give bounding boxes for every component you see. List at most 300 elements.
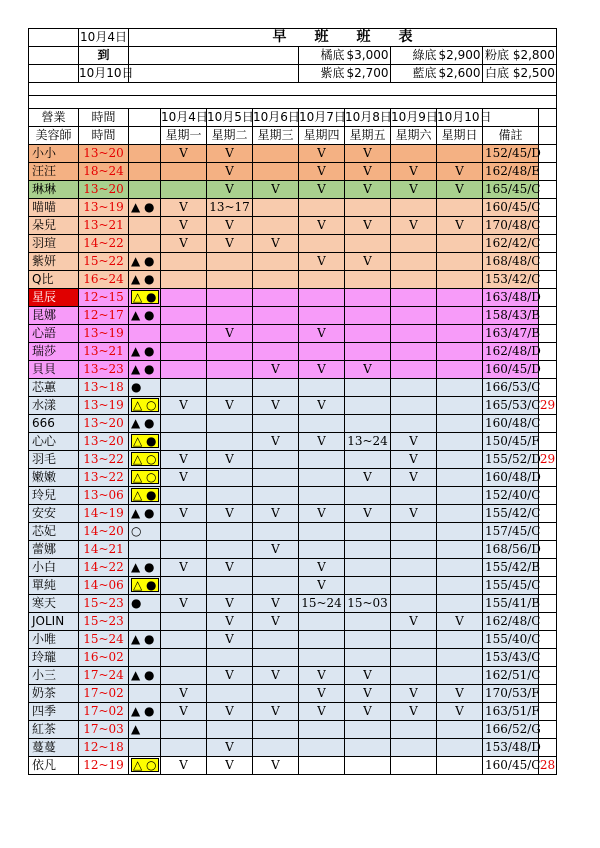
day-cell: V	[161, 469, 207, 487]
day-cell: V	[253, 667, 299, 685]
day-cell	[207, 271, 253, 289]
day-cell: V	[345, 163, 391, 181]
day-cell: V	[345, 361, 391, 379]
note-cell: 155/41/B	[483, 595, 539, 613]
extra-cell	[539, 307, 557, 325]
extra-cell	[539, 235, 557, 253]
staff-name: 貝貝	[29, 361, 79, 379]
day-cell	[299, 469, 345, 487]
day-cell: V	[253, 235, 299, 253]
staff-row	[29, 343, 557, 361]
shift-time: 17~02	[79, 685, 129, 703]
day-cell	[391, 541, 437, 559]
day-cell: V	[253, 361, 299, 379]
marks	[129, 703, 161, 721]
marks	[129, 667, 161, 685]
marks	[129, 325, 161, 343]
day-cell	[345, 271, 391, 289]
marks	[129, 649, 161, 667]
day-cell	[437, 145, 483, 163]
day-cell	[437, 577, 483, 595]
day-cell: V	[253, 757, 299, 775]
marks	[129, 523, 161, 541]
extra-cell	[539, 469, 557, 487]
day-cell: V	[299, 559, 345, 577]
extra-cell	[539, 649, 557, 667]
date-end: 10月10日	[79, 65, 129, 83]
note-cell: 165/45/C	[483, 181, 539, 199]
staff-name: 羽瑄	[29, 235, 79, 253]
note-cell: 152/45/D	[483, 145, 539, 163]
day-cell	[437, 235, 483, 253]
shift-time: 17~03	[79, 721, 129, 739]
day-cell: V	[299, 325, 345, 343]
day-cell	[391, 649, 437, 667]
day-cell	[345, 397, 391, 415]
staff-row	[29, 649, 557, 667]
shift-time: 17~24	[79, 667, 129, 685]
day-cell	[207, 469, 253, 487]
day-cell	[253, 253, 299, 271]
staff-name: 蕾娜	[29, 541, 79, 559]
day-cell: V	[391, 433, 437, 451]
staff-row	[29, 721, 557, 739]
day-cell: V	[299, 163, 345, 181]
day-cell: V	[437, 685, 483, 703]
note-cell: 153/48/D	[483, 739, 539, 757]
price-pink: 粉底 $2,800	[483, 47, 557, 65]
day-cell: V	[207, 667, 253, 685]
day-cell	[299, 343, 345, 361]
staff-name: 紅茶	[29, 721, 79, 739]
note-cell: 157/45/C	[483, 523, 539, 541]
day-cell: V	[207, 559, 253, 577]
day-cell	[345, 307, 391, 325]
day-cell	[437, 199, 483, 217]
mark-symbols: ▲ ●	[131, 560, 155, 574]
day-cell: V	[207, 163, 253, 181]
day-cell	[207, 577, 253, 595]
day-cell	[299, 289, 345, 307]
marks	[129, 757, 161, 775]
day-cell	[161, 271, 207, 289]
day-cell: V	[161, 199, 207, 217]
staff-name: 昆娜	[29, 307, 79, 325]
day-cell: V	[253, 595, 299, 613]
extra-cell	[539, 487, 557, 505]
mark-symbols: ▲	[131, 722, 141, 736]
day-cell	[345, 649, 391, 667]
day-cell	[161, 307, 207, 325]
day-cell: V	[437, 613, 483, 631]
day-cell: V	[299, 253, 345, 271]
mark-symbols: ●	[131, 596, 142, 610]
staff-name: 小白	[29, 559, 79, 577]
staff-row	[29, 307, 557, 325]
day-cell	[437, 469, 483, 487]
note-cell: 165/53/C	[483, 397, 539, 415]
staff-row	[29, 325, 557, 343]
staff-row	[29, 595, 557, 613]
shift-time: 14~22	[79, 559, 129, 577]
day-cell	[299, 739, 345, 757]
header-row-2	[29, 47, 557, 65]
day-cell	[161, 379, 207, 397]
staff-row	[29, 451, 557, 469]
day-cell: V	[391, 451, 437, 469]
day-cell: V	[299, 181, 345, 199]
marks	[129, 235, 161, 253]
day-cell	[299, 307, 345, 325]
day-cell	[161, 523, 207, 541]
day-cell	[345, 451, 391, 469]
staff-name: 蔓蔓	[29, 739, 79, 757]
day-cell	[437, 433, 483, 451]
mark-symbols: ▲ ●	[131, 632, 155, 646]
mark-symbols: △ ○	[133, 452, 157, 466]
marks	[129, 361, 161, 379]
day-cell: V	[207, 217, 253, 235]
shift-time: 15~23	[79, 613, 129, 631]
note-cell: 162/48/C	[483, 613, 539, 631]
day-cell	[345, 415, 391, 433]
staff-name: 羽毛	[29, 451, 79, 469]
header-row-1	[29, 29, 557, 47]
day-cell	[391, 721, 437, 739]
day-cell	[253, 451, 299, 469]
day-cell	[437, 325, 483, 343]
staff-name: 單純	[29, 577, 79, 595]
day-cell	[207, 523, 253, 541]
day-cell	[437, 559, 483, 577]
extra-cell	[539, 289, 557, 307]
day-cell: V	[253, 541, 299, 559]
day-cell: V	[207, 397, 253, 415]
day-cell	[391, 757, 437, 775]
price-blue: $2,600	[437, 65, 483, 83]
shift-time: 14~19	[79, 505, 129, 523]
mark-symbols: ▲ ●	[131, 254, 155, 268]
day-cell: V	[161, 685, 207, 703]
day-cell: V	[161, 217, 207, 235]
shift-time: 15~24	[79, 631, 129, 649]
note-cell: 158/43/B	[483, 307, 539, 325]
mark-symbols: ▲ ●	[131, 344, 155, 358]
extra-cell	[539, 145, 557, 163]
marks	[129, 343, 161, 361]
note-cell: 160/45/C	[483, 757, 539, 775]
staff-row	[29, 559, 557, 577]
day-cell: V	[161, 505, 207, 523]
day-cell: V	[207, 505, 253, 523]
mark-symbols: ○	[131, 524, 142, 538]
staff-row	[29, 253, 557, 271]
staff-row	[29, 289, 557, 307]
shift-time: 16~02	[79, 649, 129, 667]
day-cell: V	[345, 685, 391, 703]
day-cell	[345, 541, 391, 559]
day-cell	[345, 721, 391, 739]
day-cell	[161, 325, 207, 343]
staff-row	[29, 523, 557, 541]
shift-time: 14~06	[79, 577, 129, 595]
staff-row	[29, 415, 557, 433]
staff-row	[29, 757, 557, 775]
day-cell	[161, 181, 207, 199]
day-cell	[207, 541, 253, 559]
day-cell	[437, 487, 483, 505]
price-white: 白底 $2,500	[483, 65, 557, 83]
day-cell: V	[437, 217, 483, 235]
extra-cell	[539, 181, 557, 199]
staff-name: 琳琳	[29, 181, 79, 199]
day-cell	[299, 487, 345, 505]
marks	[129, 397, 161, 415]
staff-name: 芯蕙	[29, 379, 79, 397]
note-cell: 170/53/F	[483, 685, 539, 703]
mark-symbols: △ ○	[133, 758, 157, 772]
day-cell: V	[161, 559, 207, 577]
day-cell	[253, 343, 299, 361]
extra-cell	[539, 685, 557, 703]
day-cell: V	[253, 703, 299, 721]
day-cell: V	[161, 703, 207, 721]
note-cell: 155/52/D	[483, 451, 539, 469]
day-cell	[161, 343, 207, 361]
shift-time: 13~06	[79, 487, 129, 505]
staff-name: 芯妃	[29, 523, 79, 541]
price-label-blue: 藍底	[391, 65, 437, 83]
day-cell: V	[299, 217, 345, 235]
day-cell	[207, 343, 253, 361]
shift-time: 13~21	[79, 343, 129, 361]
schedule-sheet	[28, 28, 556, 775]
day-cell	[437, 379, 483, 397]
staff-name: 玲兒	[29, 487, 79, 505]
day-cell	[161, 487, 207, 505]
day-cell	[253, 271, 299, 289]
day-cell: V	[161, 757, 207, 775]
day-cell: 13~17	[207, 199, 253, 217]
day-cell	[161, 577, 207, 595]
day-cell: V	[345, 217, 391, 235]
mark-symbols: ▲ ●	[131, 704, 155, 718]
shift-time: 13~18	[79, 379, 129, 397]
day-cell	[391, 343, 437, 361]
day-cell: V	[299, 433, 345, 451]
staff-name: 依凡	[29, 757, 79, 775]
day-cell	[299, 541, 345, 559]
day-cell	[391, 199, 437, 217]
staff-row	[29, 271, 557, 289]
note-cell: 155/40/C	[483, 631, 539, 649]
day-cell	[345, 289, 391, 307]
day-cell	[299, 199, 345, 217]
day-cell: V	[207, 181, 253, 199]
shift-time: 13~23	[79, 361, 129, 379]
day-cell	[391, 145, 437, 163]
day-cell	[299, 235, 345, 253]
day-cell	[391, 307, 437, 325]
day-cell	[253, 145, 299, 163]
day-cell	[207, 361, 253, 379]
staff-name: 心語	[29, 325, 79, 343]
staff-name: 安安	[29, 505, 79, 523]
day-cell: V	[161, 595, 207, 613]
marks	[129, 199, 161, 217]
day-cell	[299, 523, 345, 541]
day-cell	[345, 757, 391, 775]
note-cell: 155/45/C	[483, 577, 539, 595]
extra-cell	[539, 253, 557, 271]
staff-name: 奶茶	[29, 685, 79, 703]
mark-symbols: ▲ ●	[131, 272, 155, 286]
marks	[129, 505, 161, 523]
note-cell: 155/42/C	[483, 505, 539, 523]
day-cell	[437, 505, 483, 523]
extra-cell	[539, 361, 557, 379]
day-cell	[391, 631, 437, 649]
day-cell: V	[207, 757, 253, 775]
mark-symbols: ●	[131, 380, 142, 394]
day-cell: 15~03	[345, 595, 391, 613]
staff-row	[29, 541, 557, 559]
marks	[129, 487, 161, 505]
day-cell: V	[161, 235, 207, 253]
mark-symbols: ▲ ●	[131, 308, 155, 322]
day-cell: V	[437, 163, 483, 181]
extra-cell	[539, 577, 557, 595]
note-cell: 163/47/B	[483, 325, 539, 343]
day-cell: V	[437, 181, 483, 199]
extra-cell	[539, 163, 557, 181]
day-cell	[161, 739, 207, 757]
shift-time: 16~24	[79, 271, 129, 289]
note-cell: 168/56/D	[483, 541, 539, 559]
schedule-table	[28, 28, 557, 775]
staff-row	[29, 145, 557, 163]
day-cell: V	[391, 217, 437, 235]
day-cell	[253, 163, 299, 181]
price-orange: $3,000	[345, 47, 391, 65]
day-cell	[437, 361, 483, 379]
day-cell: V	[345, 253, 391, 271]
day-cell: V	[253, 613, 299, 631]
day-cell: V	[299, 667, 345, 685]
note-cell: 153/42/C	[483, 271, 539, 289]
note-cell: 162/48/D	[483, 343, 539, 361]
day-cell	[437, 541, 483, 559]
extra-cell	[539, 739, 557, 757]
day-cell	[391, 739, 437, 757]
day-cell	[253, 289, 299, 307]
mark-symbols: △ ○	[133, 398, 157, 412]
note-cell: 166/53/C	[483, 379, 539, 397]
extra-cell	[539, 325, 557, 343]
day-cell	[299, 649, 345, 667]
marks	[129, 181, 161, 199]
marks	[129, 739, 161, 757]
mark-symbols: ▲ ●	[131, 506, 155, 520]
day-cell	[345, 487, 391, 505]
day-cell	[437, 271, 483, 289]
day-cell	[391, 271, 437, 289]
marks	[129, 541, 161, 559]
day-cell: V	[161, 451, 207, 469]
day-cell: V	[207, 703, 253, 721]
extra-cell	[539, 703, 557, 721]
day-cell: V	[391, 703, 437, 721]
staff-row	[29, 163, 557, 181]
page-title: 早 班 班 表	[129, 29, 557, 47]
day-cell: 13~24	[345, 433, 391, 451]
day-cell: V	[299, 397, 345, 415]
staff-row	[29, 505, 557, 523]
day-cell	[207, 289, 253, 307]
day-cell	[253, 577, 299, 595]
extra-cell: 29	[539, 451, 557, 469]
day-cell	[161, 667, 207, 685]
day-cell: V	[299, 703, 345, 721]
staff-name: 朵兒	[29, 217, 79, 235]
marks	[129, 721, 161, 739]
extra-cell	[539, 541, 557, 559]
day-cell	[437, 343, 483, 361]
marks	[129, 253, 161, 271]
day-cell	[437, 595, 483, 613]
day-cell	[437, 649, 483, 667]
mark-symbols: ▲ ●	[131, 362, 155, 376]
day-cell: V	[253, 505, 299, 523]
marks	[129, 217, 161, 235]
staff-row	[29, 217, 557, 235]
extra-cell	[539, 433, 557, 451]
day-cell	[207, 253, 253, 271]
staff-name: 喵喵	[29, 199, 79, 217]
day-cell	[391, 415, 437, 433]
marks	[129, 577, 161, 595]
spacer-row	[29, 83, 557, 96]
extra-cell	[539, 631, 557, 649]
marks	[129, 163, 161, 181]
shift-time: 13~19	[79, 199, 129, 217]
day-cell	[161, 253, 207, 271]
day-cell: V	[207, 595, 253, 613]
day-cell	[391, 235, 437, 253]
staff-name: 四季	[29, 703, 79, 721]
day-cell	[437, 523, 483, 541]
day-cell	[437, 631, 483, 649]
staff-row	[29, 685, 557, 703]
extra-cell	[539, 217, 557, 235]
day-cell	[253, 325, 299, 343]
day-cell	[391, 253, 437, 271]
marks	[129, 145, 161, 163]
staff-row	[29, 235, 557, 253]
day-cell	[299, 271, 345, 289]
staff-row	[29, 379, 557, 397]
staff-row	[29, 613, 557, 631]
note-cell: 162/42/C	[483, 235, 539, 253]
day-cell: V	[207, 235, 253, 253]
marks	[129, 631, 161, 649]
mark-symbols: ▲ ●	[131, 200, 155, 214]
day-cell: V	[253, 397, 299, 415]
day-cell	[207, 487, 253, 505]
marks	[129, 559, 161, 577]
price-green: $2,900	[437, 47, 483, 65]
day-cell	[161, 631, 207, 649]
